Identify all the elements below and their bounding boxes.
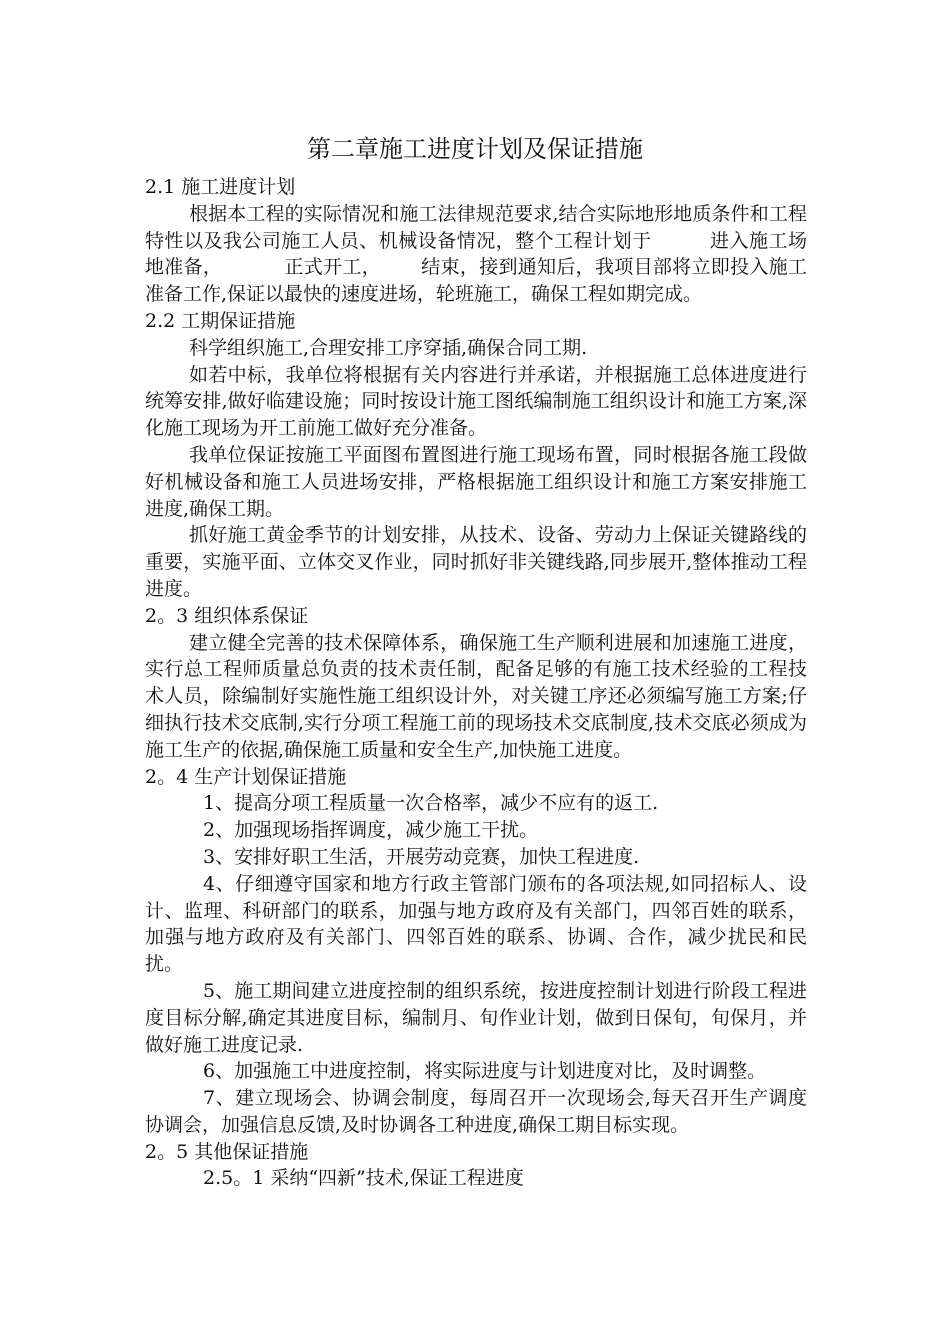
section-heading-2-3: 2。3 组织体系保证 [145,604,309,627]
list-item-2-4-7: 7、建立现场会、协调会制度，每周召开一次现场会,每天召开生产调度协调会，加强信息反馈,及时协调各工种进度,确保工期目标实现。 [145,1087,807,1136]
paragraph-schedule-text-1: 根据本工程的实际情况和施工法律规范要求,结合实际地形地质条件和工程特性以及我公司施工人员、机械设备情况，整个工程计划于 [145,202,807,252]
list-item-2-4-3: 3、安排好职工生活，开展劳动竞赛，加快工程进度. [203,845,640,868]
paragraph-2-2-1: 科学组织施工,合理安排工序穿插,确保合同工期. [189,336,588,359]
document-body [145,174,807,1192]
list-item-2-4-4: 4、仔细遵守国家和地方行政主管部门颁布的各项法规,如同招标人、设计、监理、科研部门的联系，加强与地方政府及有关部门，四邻百姓的联系，加强与地方政府及有关部门、四邻百姓的联系、协调、合作，减少扰民和民扰。 [145,872,807,976]
paragraph-2-3-1: 建立健全完善的技术保障体系，确保施工生产顺利进展和加速施工进度，实行总工程师质量总负责的技术责任制，配备足够的有施工技术经验的工程技术人员，除编制好实施性施工组织设计外，对关键工序还必须编写施工方案;仔细执行技术交底制,实行分项工程施工前的现场技术交底制度,技术交底必须成为施工生产的依据,确保施工质量和安全生产,加快施工进度。 [145,631,807,761]
paragraph-2-2-3: 我单位保证按施工平面图布置图进行施工现场布置，同时根据各施工段做好机械设备和施工人员进场安排，严格根据施工组织设计和施工方案安排施工进度,确保工期。 [145,443,807,520]
list-item-2-4-6: 6、加强施工中进度控制，将实际进度与计划进度对比，及时调整。 [203,1060,767,1083]
list-item-2-4-5: 5、施工期间建立进度控制的组织系统，按进度控制计划进行阶段工程进度目标分解,确定其进度目标，编制月、旬作业计划，做到日保旬，旬保月，并做好施工进度记录. [145,979,807,1056]
paragraph-schedule-text-3: 正式开工， [284,256,381,279]
section-heading-2-2: 2.2 工期保证措施 [145,309,296,332]
section-heading-2-1: 2.1 施工进度计划 [145,176,296,198]
list-item-2-4-2: 2、加强现场指挥调度，减少施工干扰。 [203,819,539,842]
section-heading-2-4: 2。4 生产计划保证措施 [145,765,347,788]
paragraph-2-2-2: 如若中标，我单位将根据有关内容进行并承诺，并根据施工总体进度进行统筹安排,做好临建设施；同时按设计施工图纸编制施工组织设计和施工方案,深化施工现场为开工前施工做好充分准备。 [145,363,807,440]
section-heading-2-5: 2。5 其他保证措施 [145,1140,309,1163]
paragraph-schedule [145,201,807,308]
paragraph-schedule-text-4: 结束，接到通知后，我项目部将立即投入施工准备工作,保证以最快的速度进场，轮班施工，确保工程如期完成。 [145,256,807,306]
paragraph-2-2-4: 抓好施工黄金季节的计划安排，从技术、设备、劳动力上保证关键路线的重要，实施平面、立体交叉作业，同时抓好非关键线路,同步展开,整体推动工程进度。 [145,524,807,600]
page-title: 第二章施工进度计划及保证措施 [307,135,643,163]
list-item-2-4-1: 1、提高分项工程质量一次合格率，减少不应有的返工. [203,792,659,815]
paragraph-schedule-text-2: 进入施工场地准备， [145,229,807,279]
list-item-2-5-1: 2.5。1 采纳“四新”技术,保证工程进度 [203,1167,524,1190]
